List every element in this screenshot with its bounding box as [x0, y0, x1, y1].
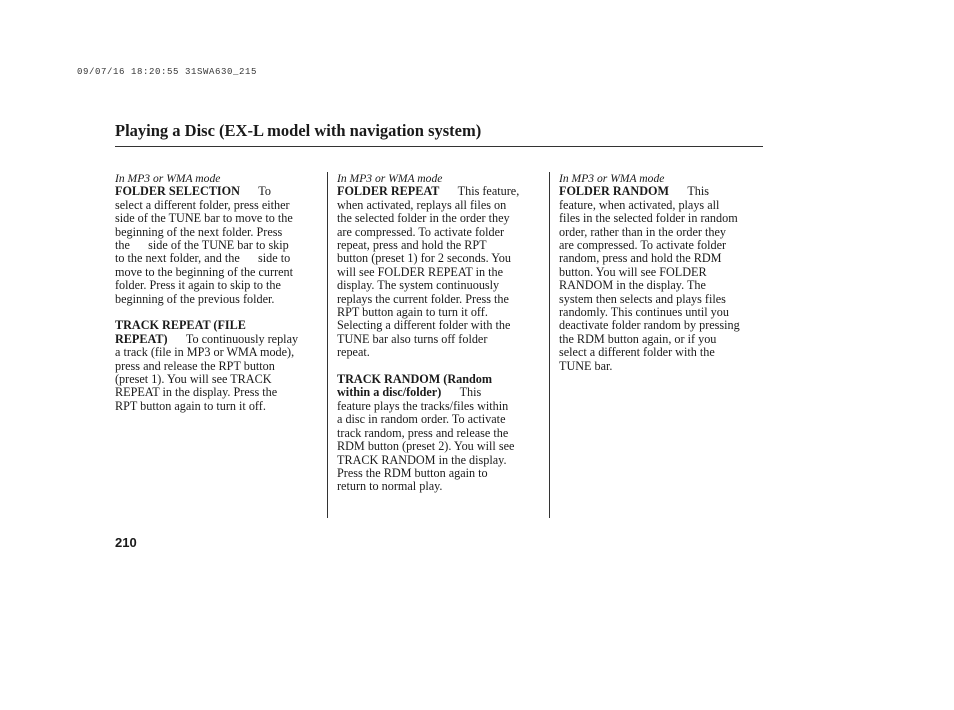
paragraph-text: To: [258, 184, 271, 199]
paragraph-line: [337, 386, 541, 399]
paragraph-line: replays the current folder. Press the: [337, 291, 509, 306]
paragraph-line: press and release the RPT button: [115, 358, 275, 373]
title-divider: [115, 146, 763, 147]
paragraph-line: REPEAT in the display. Press the: [115, 385, 278, 400]
mode-label: In MP3 or WMA mode: [337, 172, 443, 185]
paragraph-line: RANDOM in the display. The: [559, 278, 706, 293]
paragraph-line: TUNE bar.: [559, 358, 613, 373]
paragraph-line: system then selects and plays files: [559, 291, 726, 306]
paragraph-line: are compressed. To activate folder: [337, 224, 505, 239]
paragraph-gap: [337, 360, 541, 373]
paragraph-line: RDM button (preset 2). You will see: [337, 439, 515, 454]
section-heading-folder-selection: FOLDER SELECTION: [115, 184, 240, 199]
mode-label: In MP3 or WMA mode: [115, 172, 221, 185]
paragraph-line: side of the TUNE bar to move to the: [115, 211, 293, 226]
column-2: [337, 172, 541, 494]
paragraph-line: select a different folder, press either: [115, 197, 290, 212]
paragraph-line: deactivate folder random by pressing: [559, 318, 740, 333]
paragraph-line: RPT button again to turn it off.: [337, 305, 488, 320]
paragraph-line: randomly. This continues until you: [559, 305, 729, 320]
paragraph-text: This: [459, 385, 482, 400]
paragraph-text: This feature,: [457, 184, 520, 199]
paragraph-line: Press the RDM button again to: [337, 465, 488, 480]
paragraph-line: Selecting a different folder with the: [337, 318, 511, 333]
paragraph-line: move to the beginning of the current: [115, 264, 294, 279]
paragraph-line: files in the selected folder in random: [559, 211, 738, 226]
paragraph-line: [559, 185, 763, 198]
print-stamp: 09/07/16 18:20:55 31SWA630_215: [77, 67, 258, 77]
paragraph-line: order, rather than in the order they: [559, 224, 727, 239]
paragraph-line: beginning of the previous folder.: [115, 291, 275, 306]
paragraph-line: RPT button again to turn it off.: [115, 398, 266, 413]
section-heading-folder-random: FOLDER RANDOM: [559, 184, 670, 199]
paragraph-line: folder. Press it again to skip to the: [115, 278, 281, 293]
column-divider: [327, 172, 328, 518]
section-heading-track-repeat-cont: REPEAT): [115, 331, 168, 346]
page-title: Playing a Disc (EX-L model with navigation system): [115, 121, 482, 140]
paragraph-line: button (preset 1) for 2 seconds. You: [337, 251, 511, 266]
paragraph-line: beginning of the next folder. Press: [115, 224, 283, 239]
section-heading-track-random: TRACK RANDOM (Random: [337, 372, 493, 387]
section-heading-track-random-cont: within a disc/folder): [337, 385, 442, 400]
paragraph-line: to the next folder, and the side to: [115, 251, 291, 266]
paragraph-line: track random, press and release the: [337, 425, 509, 440]
paragraph-line: display. The system continuously: [337, 278, 500, 293]
section-heading-track-repeat: TRACK REPEAT (FILE: [115, 318, 246, 333]
paragraph-line: [115, 333, 319, 346]
paragraph-line: a track (file in MP3 or WMA mode),: [115, 345, 295, 360]
section-heading-folder-repeat: FOLDER REPEAT: [337, 184, 440, 199]
paragraph-line: repeat.: [337, 345, 370, 360]
paragraph-line: feature, when activated, plays all: [559, 197, 720, 212]
paragraph-line: the side of the TUNE bar to skip: [115, 238, 289, 253]
paragraph-line: the selected folder in the order they: [337, 211, 510, 226]
paragraph-line: random, press and hold the RDM: [559, 251, 722, 266]
column-3: [559, 172, 763, 373]
paragraph-line: when activated, replays all files on: [337, 197, 507, 212]
paragraph-line: button. You will see FOLDER: [559, 264, 707, 279]
paragraph-text: To continuously replay: [185, 331, 299, 346]
column-1: [115, 172, 319, 413]
paragraph-line: TUNE bar also turns off folder: [337, 331, 488, 346]
paragraph-text: This: [687, 184, 709, 199]
paragraph-line: select a different folder with the: [559, 345, 715, 360]
paragraph-line: [115, 185, 319, 198]
paragraph-line: are compressed. To activate folder: [559, 238, 727, 253]
column-divider: [549, 172, 550, 518]
paragraph-gap: [115, 306, 319, 319]
paragraph-line: (preset 1). You will see TRACK: [115, 372, 272, 387]
paragraph-line: [337, 185, 541, 198]
paragraph-line: repeat, press and hold the RPT: [337, 238, 487, 253]
paragraph-line: feature plays the tracks/files within: [337, 398, 509, 413]
mode-label: In MP3 or WMA mode: [559, 172, 665, 185]
page-number: 210: [115, 535, 137, 550]
paragraph-line: the RDM button again, or if you: [559, 331, 717, 346]
paragraph-line: TRACK RANDOM in the display.: [337, 452, 507, 467]
paragraph-line: a disc in random order. To activate: [337, 412, 506, 427]
paragraph-line: will see FOLDER REPEAT in the: [337, 264, 503, 279]
paragraph-line: return to normal play.: [337, 479, 443, 494]
